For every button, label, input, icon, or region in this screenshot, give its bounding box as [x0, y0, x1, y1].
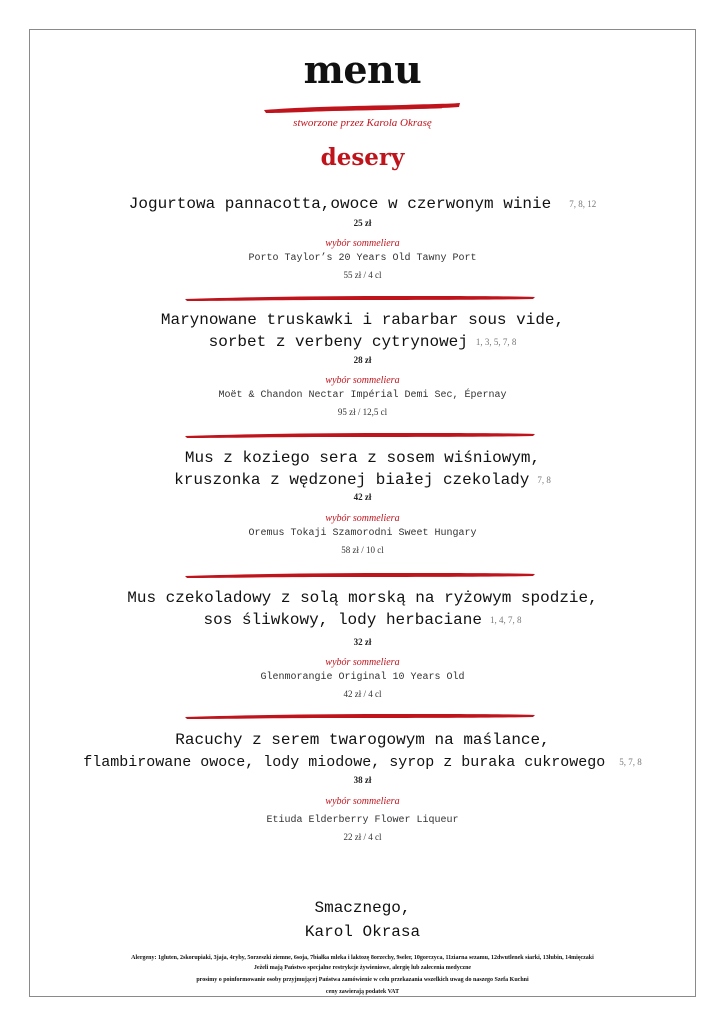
dish-4-wine-price: 42 zł / 4 cl — [343, 689, 382, 699]
dish-5-sommelier-label: wybór sommeliera — [325, 796, 400, 807]
dish-3-line-2: kruszonka z wędzonej białej czekolady — [174, 471, 530, 489]
dish-2-line-2: sorbet z verbeny cytrynowej — [208, 333, 468, 351]
dish-3-sommelier-label: wybór sommeliera — [325, 513, 400, 524]
dish-5-line-1: Racuchy z serem twarogowym na maślance, — [175, 731, 550, 749]
dish-4-sommelier-label: wybór sommeliera — [325, 657, 400, 668]
dish-2-wine: Moët & Chandon Nectar Impérial Demi Sec, Épernay — [218, 390, 507, 401]
signoff-greeting: Smacznego, — [314, 899, 411, 917]
dish-3-line-1: Mus z koziego sera z sosem wiśniowym, — [184, 449, 541, 467]
dish-5-wine: Etiuda Elderberry Flower Liqueur — [266, 815, 459, 826]
dish-1-allergens: 7, 8, 12 — [569, 199, 597, 209]
dish-4-line-2: sos śliwkowy, lody herbaciane — [203, 611, 482, 629]
brush-stroke-divider-3 — [185, 570, 535, 580]
dish-3-wine: Oremus Tokaji Szamorodni Sweet Hungary — [248, 528, 477, 539]
brush-stroke-divider-1 — [185, 293, 535, 303]
dish-1-wine-price: 55 zł / 4 cl — [343, 270, 382, 280]
footer-dietary-note: Jeżeli mają Państwo specjalne restrykcje żywieniowe, alergię lub zalecenia medyczne — [253, 965, 472, 971]
dish-4-line-1: Mus czekoladowy z solą morską na ryżowym spodzie, — [127, 589, 598, 607]
byline: stworzone przez Karola Okrasę — [293, 117, 432, 129]
dish-1 — [0, 193, 725, 215]
dish-5-wine-price: 22 zł / 4 cl — [343, 832, 382, 842]
footer — [0, 953, 725, 997]
dish-3-wine-price: 58 zł / 10 cl — [341, 545, 384, 555]
signoff-name: Karol Okrasa — [304, 923, 421, 941]
menu-title: menu — [303, 47, 422, 92]
footer-inform-note: prosimy o poinformowanie osoby przyjmującej Państwa zamówienie w celu przekazania wszelkich uwag do naszego Szefa Kuchni — [196, 977, 529, 983]
dish-3 — [0, 447, 725, 491]
dish-5-price: 38 zł — [353, 775, 372, 785]
dish-4-price: 32 zł — [353, 637, 372, 647]
dish-3-allergens: 7, 8 — [537, 475, 551, 485]
dish-2-wine-price: 95 zł / 12,5 cl — [337, 407, 388, 417]
dish-5-line-2: flambirowane owoce, lody miodowe, syrop z buraka cukrowego — [83, 754, 606, 771]
dish-4-allergens: 1, 4, 7, 8 — [489, 615, 522, 625]
dish-5 — [0, 729, 725, 774]
dish-5-allergens: 5, 7, 8 — [619, 757, 642, 767]
footer-allergens: Alergeny: 1gluten, 2skorupiaki, 3jaja, 4ryby, 5orzeszki ziemne, 6soja, 7białka mleka i laktozę 8orzechy, 9seler, 10gorczyca, 11ziarna sezamu, 12dwutlenek siarki, 13łubin, 14mięczaki — [131, 955, 594, 961]
dish-1-price: 25 zł — [353, 218, 372, 228]
dish-2-allergens: 1, 3, 5, 7, 8 — [475, 337, 517, 347]
dish-4 — [0, 587, 725, 631]
dish-2-sommelier-label: wybór sommeliera — [325, 375, 400, 386]
section-title: desery — [320, 144, 405, 171]
dish-4-wine: Glenmorangie Original 10 Years Old — [260, 672, 465, 683]
footer-vat-note: ceny zawierają podatek VAT — [325, 989, 400, 995]
brush-stroke-header — [262, 101, 462, 115]
dish-2 — [0, 309, 725, 353]
brush-stroke-divider-4 — [185, 711, 535, 721]
signoff — [0, 896, 725, 944]
dish-2-price: 28 zł — [353, 355, 372, 365]
brush-stroke-divider-2 — [185, 430, 535, 440]
dish-1-line-1: Jogurtowa pannacotta,owoce w czerwonym winie — [128, 195, 552, 213]
dish-3-price: 42 zł — [353, 492, 372, 502]
dish-2-line-1: Marynowane truskawki i rabarbar sous vide, — [160, 311, 565, 329]
dish-1-sommelier-label: wybór sommeliera — [325, 238, 400, 249]
dish-1-wine: Porto Taylor’s 20 Years Old Tawny Port — [248, 253, 477, 264]
